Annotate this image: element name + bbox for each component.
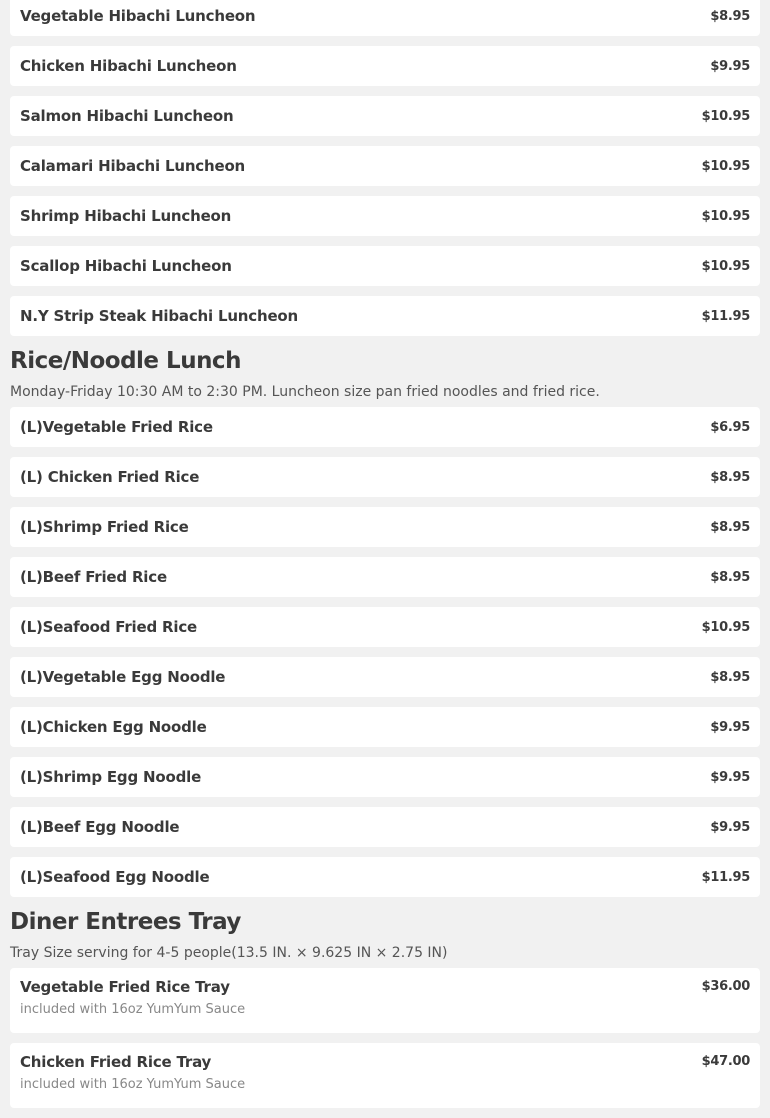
- item-price: $11.95: [701, 308, 750, 324]
- item-price: $10.95: [701, 258, 750, 274]
- item-name: (L)Vegetable Fried Rice: [20, 418, 213, 436]
- menu-item[interactable]: [10, 1043, 760, 1108]
- item-name: (L)Shrimp Egg Noodle: [20, 768, 202, 786]
- item-description: included with 16oz YumYum Sauce: [20, 1002, 246, 1017]
- item-price: $10.95: [701, 108, 750, 124]
- item-name: (L)Vegetable Egg Noodle: [20, 668, 226, 686]
- menu-item[interactable]: [10, 0, 760, 36]
- menu-item[interactable]: [10, 657, 760, 697]
- item-price: $9.95: [710, 819, 750, 835]
- item-price: $10.95: [701, 158, 750, 174]
- item-name: (L)Seafood Fried Rice: [20, 618, 197, 636]
- section-title: Rice/Noodle Lunch: [10, 348, 241, 374]
- menu-content: [10, 0, 760, 1118]
- menu-item[interactable]: [10, 457, 760, 497]
- menu-item[interactable]: [10, 757, 760, 797]
- item-name: Chicken Fried Rice Tray: [20, 1053, 212, 1071]
- item-name: (L) Chicken Fried Rice: [20, 468, 200, 486]
- item-price: $11.95: [701, 869, 750, 885]
- item-price: $8.95: [710, 669, 750, 685]
- item-price: $9.95: [710, 769, 750, 785]
- item-description: included with 16oz YumYum Sauce: [20, 1077, 246, 1092]
- item-price: $8.95: [710, 469, 750, 485]
- item-price: $10.95: [701, 619, 750, 635]
- menu-item[interactable]: [10, 807, 760, 847]
- item-name: Chicken Hibachi Luncheon: [20, 57, 237, 75]
- item-price: $9.95: [710, 719, 750, 735]
- item-name: Shrimp Hibachi Luncheon: [20, 207, 232, 225]
- item-name: (L)Beef Fried Rice: [20, 568, 167, 586]
- item-price: $10.95: [701, 208, 750, 224]
- item-name: Vegetable Fried Rice Tray: [20, 978, 230, 996]
- menu-item[interactable]: [10, 196, 760, 236]
- menu-item[interactable]: [10, 46, 760, 86]
- item-price: $8.95: [710, 569, 750, 585]
- menu-item[interactable]: [10, 968, 760, 1033]
- section-title: Diner Entrees Tray: [10, 909, 241, 935]
- section-description: Tray Size serving for 4-5 people(13.5 IN. × 9.625 IN × 2.75 IN): [10, 945, 448, 961]
- item-name: Salmon Hibachi Luncheon: [20, 107, 234, 125]
- menu-item[interactable]: [10, 246, 760, 286]
- item-price: $47.00: [701, 1054, 750, 1069]
- item-name: N.Y Strip Steak Hibachi Luncheon: [20, 307, 299, 325]
- item-name: Calamari Hibachi Luncheon: [20, 157, 246, 175]
- menu-item[interactable]: [10, 296, 760, 336]
- item-name: Scallop Hibachi Luncheon: [20, 257, 232, 275]
- item-price: $36.00: [701, 979, 750, 994]
- item-name: (L)Chicken Egg Noodle: [20, 718, 207, 736]
- item-price: $8.95: [710, 519, 750, 535]
- menu-item[interactable]: [10, 857, 760, 897]
- item-price: $8.95: [710, 8, 750, 24]
- menu-item[interactable]: [10, 146, 760, 186]
- menu-item[interactable]: [10, 507, 760, 547]
- item-price: $6.95: [710, 419, 750, 435]
- menu-item[interactable]: [10, 96, 760, 136]
- menu-item[interactable]: [10, 707, 760, 747]
- item-name: (L)Seafood Egg Noodle: [20, 868, 210, 886]
- menu-item[interactable]: [10, 607, 760, 647]
- menu-item[interactable]: [10, 557, 760, 597]
- menu-item[interactable]: [10, 407, 760, 447]
- item-name: Vegetable Hibachi Luncheon: [20, 7, 256, 25]
- item-name: (L)Beef Egg Noodle: [20, 818, 180, 836]
- item-price: $9.95: [710, 58, 750, 74]
- section-description: Monday-Friday 10:30 AM to 2:30 PM. Luncheon size pan fried noodles and fried rice.: [10, 384, 600, 400]
- item-name: (L)Shrimp Fried Rice: [20, 518, 189, 536]
